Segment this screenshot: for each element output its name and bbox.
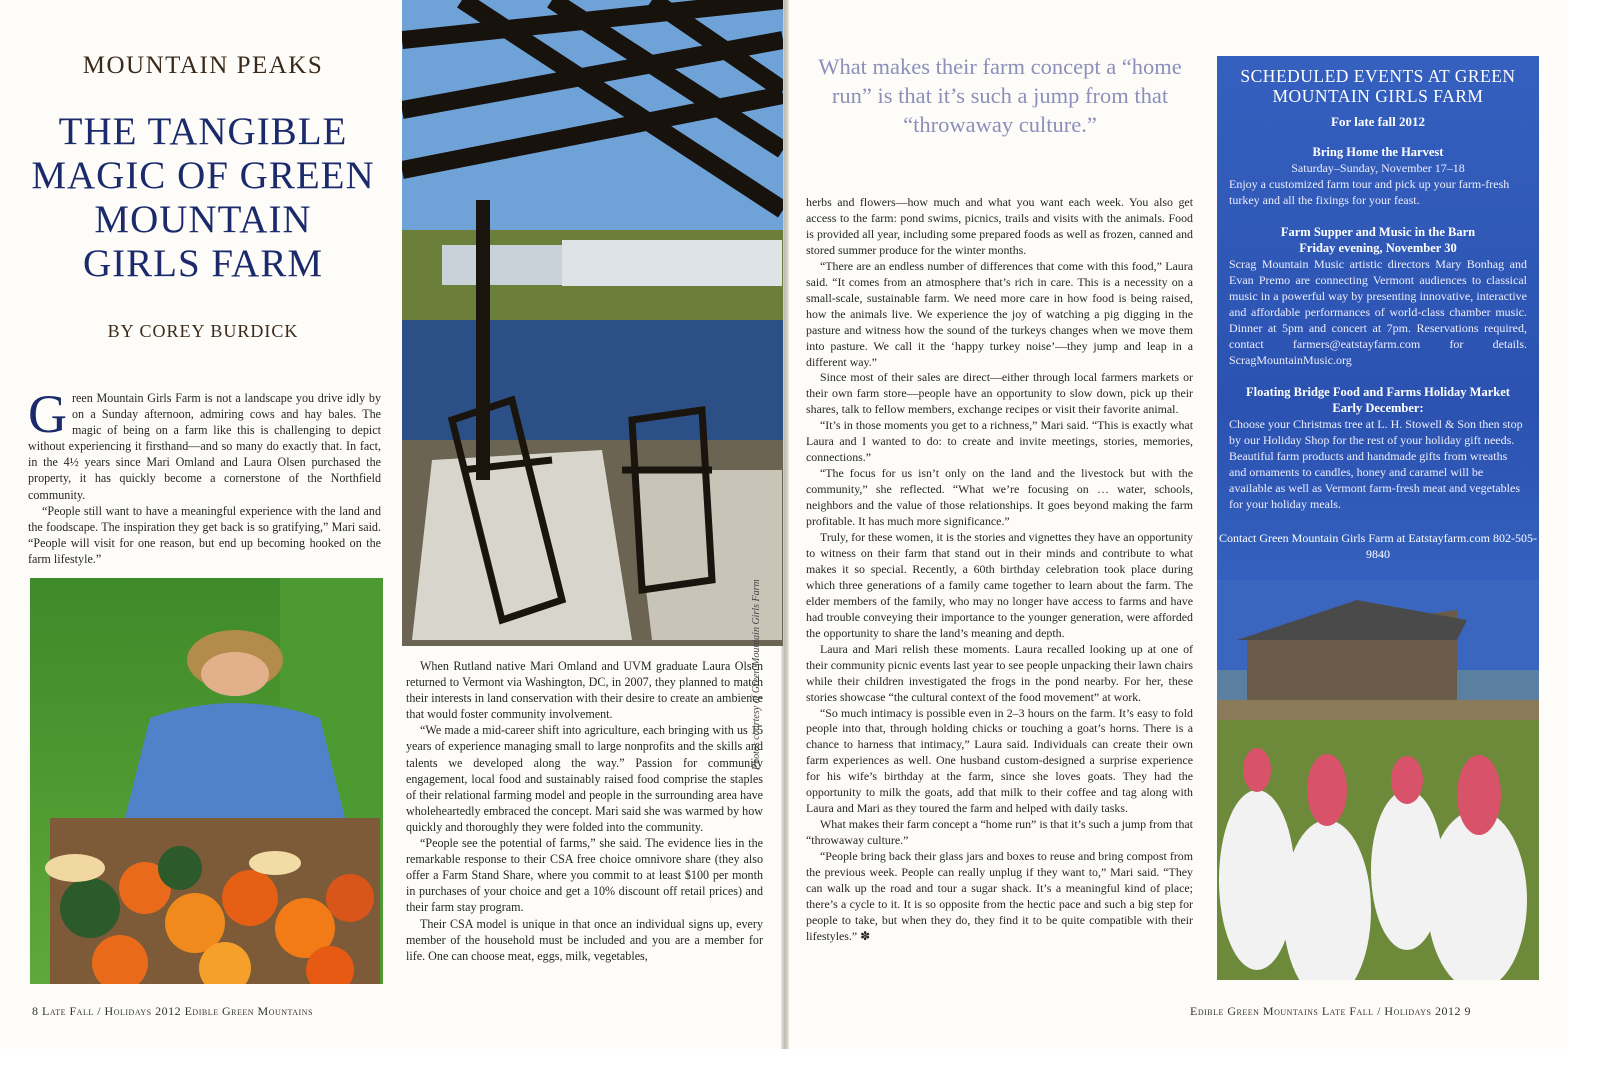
intro-column: [28, 384, 381, 567]
title-line: GIRLS FARM: [82, 242, 324, 285]
title-line: THE TANGIBLE: [58, 110, 348, 153]
body-paragraph: Their CSA model is unique in that once an individual signs up, every member of the household must be included and you are a member for life. One can choose meat, eggs, milk, vegetables,: [406, 916, 763, 963]
sidebar-subheading: For late fall 2012: [1331, 114, 1425, 129]
event-description: Choose your Christmas tree at L. H. Stowell & Son then stop by our Holiday Shop for the rest of your holiday gift needs. Beautiful farm products and handmade gifts from wreaths and ornaments to candles, honey and caramel will be available as well as Vermont farm-fresh meat and vegetables for your holiday meals.: [1229, 417, 1523, 511]
pull-quote: What makes their farm concept a “home run” is that it’s such a jump from that “throwaway culture.”: [818, 54, 1182, 137]
farmer-photo: [30, 578, 383, 984]
events-sidebar: [1217, 56, 1539, 642]
body-paragraph: “There are an endless number of differences that come with this food,” Laura said. “It comes from an atmosphere that’s rich in care. This is a necessity on a small-scale, sustainable farm. We need more care in how food is being raised, how the animals live. We experience the joy of watching a pig digging in the pasture and witness how the sound of the turkeys changes when we move them into pasture. We call it the ‘happy turkey noise’—they jump and leap in a different way.”: [806, 258, 1193, 369]
photo-credit: Photos courtesy of Green Mountain Girls Farm: [751, 579, 762, 770]
body-paragraph: “It’s in those moments you get to a richness,” Mari said. “This is exactly what Laura and I wanted to do: to create and invite meetings, stories, memories, connections.”: [806, 418, 1193, 465]
body-paragraph: “People see the potential of farms,” she said. The evidence lies in the remarkable response to their CSA free choice omnivore share (they also offer a Farm Stand Share, where you commit to at least $100 per month in purchases of your choice and get a 10% discount off retail prices) and their farm stay program.: [406, 836, 763, 915]
body-paragraph: Laura and Mari relish these moments. Laura recalled looking up at one of their community picnic events last year to see people unpacking their lawn chairs while their children investigated the frogs in the pond nearby. For her, these stories showcase “the cultural context of the food movement” at work.: [806, 641, 1193, 704]
intro-paragraph: “People still want to have a meaningful experience with the land and the foodscape. The inspiration they get back is so gratifying,” Mari said. “People will visit for one reason, but end up becoming hooked on the farm lifestyle.”: [28, 503, 381, 566]
event-title: Floating Bridge Food and Farms Holiday Market: [1246, 385, 1510, 399]
byline: BY COREY BURDICK: [107, 321, 299, 341]
body-paragraph: Since most of their sales are direct—either through local farmers markets or their own farm store—people have an opportunity to slow down, pick up their shares, talk to fellow members, exchange recipes or visit their favorite animal.: [806, 370, 1193, 417]
pergola-photo-illustration: [402, 0, 783, 646]
event-title: Bring Home the Harvest: [1312, 145, 1444, 159]
drop-cap: G: [28, 384, 67, 444]
event-date: Early December:: [1332, 401, 1424, 415]
folio-left: 8 Late Fall / Holidays 2012 Edible Green Mountains: [32, 1004, 313, 1018]
body-paragraph: Truly, for these women, it is the stories and vignettes they have an opportunity to witness on their farm that stand out in their minds and contribute to what makes it so special. Recently, a 60th birthday celebration took place during which three generations of a family came together to learn about the farm. The elder members of the family, who may no longer have access to farms and have had trouble conveying their importance to the younger generation, were afforded the opportunity to share the land’s meaning and depth.: [806, 530, 1193, 640]
intro-paragraph: [28, 384, 381, 503]
pergola-photo: [402, 0, 783, 646]
turkeys-photo: [1217, 580, 1539, 980]
event-item: [1217, 384, 1539, 512]
body-paragraph: herbs and flowers—how much and what you want each week. You also get access to the farm: pond swims, picnics, trails and visits with the animals. Food is provided all year, including some prepared foods as well as frozen, canned and stored summer produce for the winter months.: [806, 195, 1193, 257]
body-column-2: [406, 658, 763, 964]
sidebar-heading: SCHEDULED EVENTS AT GREEN MOUNTAIN GIRLS FARM: [1240, 66, 1516, 106]
event-item: [1217, 224, 1539, 368]
section-label: MOUNTAIN PEAKS: [82, 52, 324, 79]
intro-text: reen Mountain Girls Farm is not a landscape you drive idly by on a Sunday afternoon, admiring cows and hay bales. The magic of being on a farm like this is challenging to depict without experiencing it firsthand—and so many do exactly that. In fact, in the 4½ years since Mari Omland and Laura Olsen purchased the property, it has quickly become a cornerstone of the Northfield community.: [28, 391, 381, 502]
folio-right: Edible Green Mountains Late Fall / Holidays 2012 9: [1190, 1004, 1471, 1018]
event-date: Saturday–Sunday, November 17–18: [1291, 161, 1465, 175]
sidebar-contact: Contact Green Mountain Girls Farm at Eatstayfarm.com 802-505-9840: [1219, 531, 1537, 561]
body-column-3: [806, 195, 1193, 945]
body-paragraph: “So much intimacy is possible even in 2–3 hours on the farm. It’s easy to fold people into that, through holding chicks or touching a goat’s horns. There is a chance to harness that intimacy,” Laura said. Individuals can create their own farm experiences as well. One husband custom-designed a surprise experience for his wife’s birthday at the farm, since she loves goats. They had the opportunity to milk the goats, add that milk to their coffee and tag along with Laura and Mari as they toured the farm and helped with daily tasks.: [806, 705, 1193, 816]
farmer-photo-illustration: [30, 578, 383, 984]
title-line: MAGIC OF GREEN: [31, 154, 375, 197]
article-title: [22, 110, 384, 286]
event-description: Scrag Mountain Music artistic directors Mary Bonhag and Evan Premo are connecting Vermont audiences to classical music in a powerful way by presenting innovative, interactive and affordable performances of world-class chamber music. Dinner at 5pm and concert at 7pm. Reservations required, contact farmers@eatstayfarm.com for details. ScragMountainMusic.org: [1229, 257, 1527, 367]
event-title: Farm Supper and Music in the Barn: [1280, 225, 1476, 239]
body-paragraph: “We made a mid-career shift into agriculture, each bringing with us 15 years of experience managing small to large nonprofits and the skills and talents we developed along the way.” Passion for community engagement, local food and sustainably raised food comprise the staples of their relational farming model and people in the surrounding area have wholeheartedly embraced the concept. Mari said she was warmed by how quickly and thoroughly they were folded into the community.: [406, 723, 763, 834]
turkeys-photo-illustration: [1217, 580, 1539, 980]
event-description: Enjoy a customized farm tour and pick up your farm-fresh turkey and all the fixings for your feast.: [1229, 177, 1510, 207]
body-paragraph: What makes their farm concept a “home run” is that it’s such a jump from that “throwaway culture.”: [806, 817, 1193, 848]
event-date: Friday evening, November 30: [1299, 241, 1457, 255]
body-paragraph: When Rutland native Mari Omland and UVM graduate Laura Olsen returned to Vermont via Washington, DC, in 2007, they planned to match their interests in land conservation with their desire to create an ambience that would foster community involvement.: [406, 659, 763, 722]
body-paragraph: “The focus for us isn’t only on the land and the livestock but with the community,” she reflected. “What we’re focusing on … water, schools, neighbors and the value of those relationships. It goes beyond making the farm profitable. It has much more significance.”: [806, 466, 1193, 529]
body-paragraph: “People bring back their glass jars and boxes to reuse and bring compost from the previous week. People can really unplug if they want to,” Mari said. “They can walk up the road and tour a sugar shack. It’s a meaningful kind of place; there’s a cycle to it. It is so opposite from the hectic pace and such a big step for people to take, but when they do, they find it to be quite compatible with their lifestyles.” ✽: [806, 849, 1193, 943]
title-line: MOUNTAIN: [94, 198, 312, 241]
event-item: [1217, 144, 1539, 208]
